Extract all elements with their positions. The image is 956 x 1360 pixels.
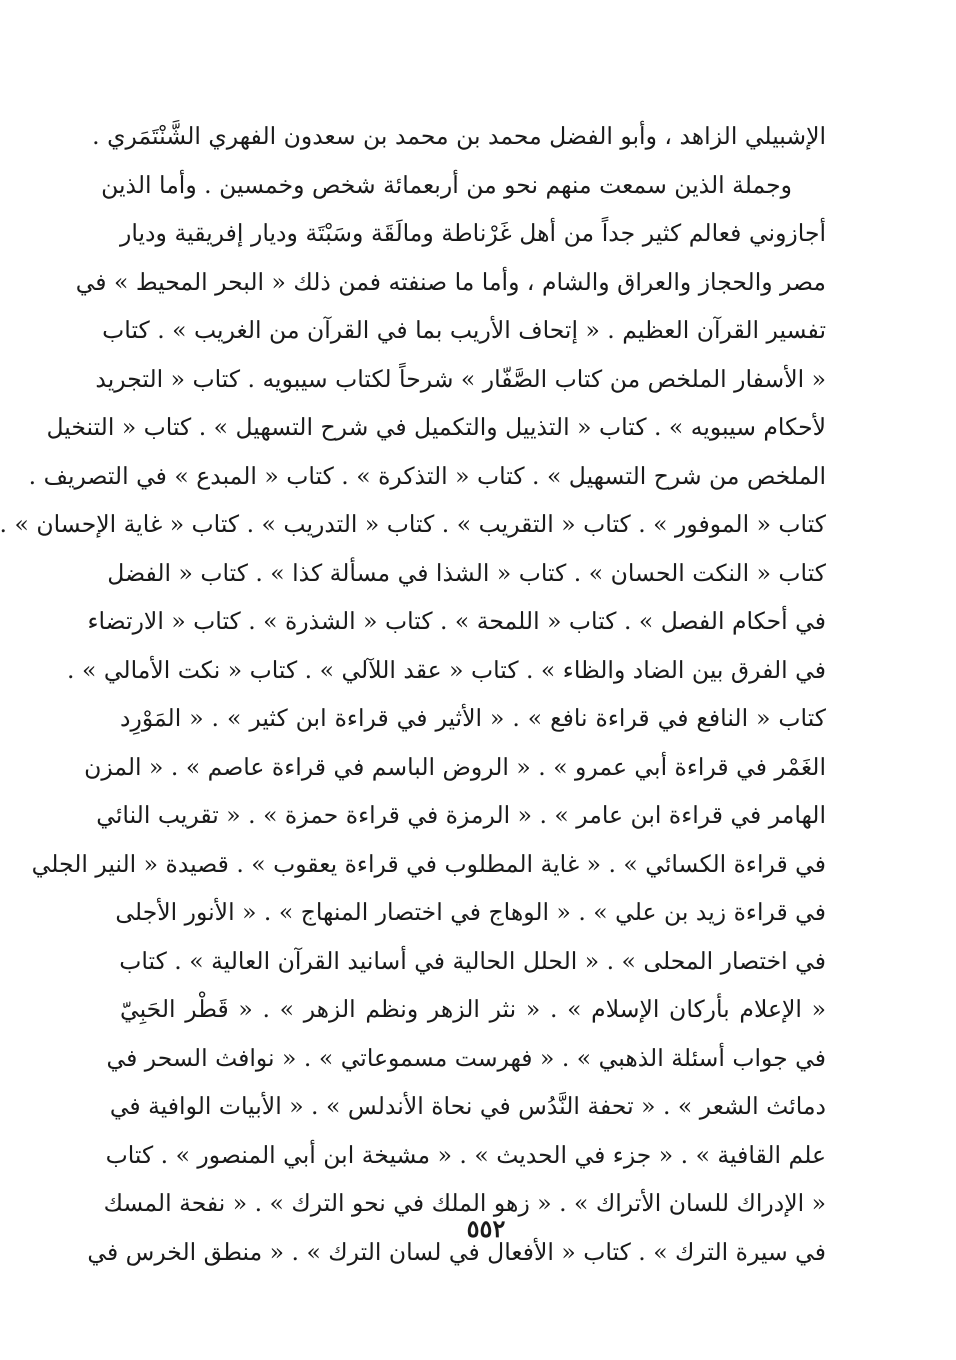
text-line: كتاب « الموفور » . كتاب « التقريب » . كتاب « التدريب » . كتاب « غاية الإحسان » . (0, 510, 826, 538)
text-line: تفسير القرآن العظيم . « إتحاف الأريب بما في القرآن من الغريب » . كتاب (102, 316, 826, 344)
text-line: « الإعلام بأركان الإسلام » . « نثر الزهر ونظم الزهر » . « قَطْر الحَبِيّ (120, 995, 826, 1023)
text-line: في قراءة زيد بن علي » . « الوهاج في اختصار المنهاج » . « الأنور الأجلى (115, 898, 826, 926)
text-line: في اختصار المحلى » . « الحلل الحالية في أسانيد القرآن العالية » . كتاب (119, 946, 826, 975)
body-text (0, 112, 826, 1276)
text-line: الإشبيلي الزاهد ، وأبو الفضل محمد بن محمد بن سعدون الفهري الشَّنْتَمَري . (92, 122, 826, 150)
text-line: في جواب أسئلة الذهبي » . « فهرست مسموعاتي » . « نوافث السحر في (106, 1043, 826, 1072)
text-line: وجملة الذين سمعت منهم نحو من أربعمائة شخص وخمسين . وأما الذين (101, 170, 792, 199)
text-line: « الأسفار الملخص من كتاب الصَّفّار » شرحاً لكتاب سيبويه . كتاب « التجريد (95, 364, 826, 393)
text-line: لأحكام سيبويه » . كتاب « التذييل والتكميل في شرح التسهيل » . كتاب « التنخيل (46, 413, 826, 441)
text-line: في الفرق بين الضاد والظاء » . كتاب « عقد اللآلي » . كتاب « نكت الأمالي » . (67, 655, 826, 684)
text-line: دمائث الشعر » . « تحفة النَّدُس في نحاة الأندلس » . « الأبيات الوافية في (109, 1092, 826, 1120)
text-line: في قراءة الكسائي » . « غاية المطلوب في قراءة يعقوب » . قصيدة « النير الجلي (31, 849, 826, 878)
text-line: علم القافية » . « جزء في الحديث » . « مشيخة ابن أبي المنصور » . كتاب (105, 1140, 826, 1169)
page-number: ٥٥٢ (466, 1214, 506, 1243)
text-line: أجازوني فعالم كثير جداً من أهل غَرْناطة ومالَقَة وسَبْتَة وديار إفريقية وديار (120, 219, 826, 247)
text-line: الغَمْر في قراءة أبي عمرو » . « الروض الباسم في قراءة عاصم » . « المزن (84, 752, 826, 781)
text-line: كتاب « النكت الحسان » . كتاب « الشذا في مسألة كذا » . كتاب « الفضل (107, 558, 826, 587)
text-line: مصر والحجاز والعراق والشام ، وأما ما صنفته فمن ذلك « البحر المحيط » في (75, 267, 826, 296)
text-line: الملخص من شرح التسهيل » . كتاب « التذكرة » . كتاب « المبدع » في التصريف . (28, 461, 826, 490)
text-line: في سيرة الترك » . كتاب « الأفعال في لسان الترك » . « منطق الخرس في (87, 1237, 826, 1266)
text-line: في أحكام الفصل » . كتاب « اللمحة » . كتاب « الشذرة » . كتاب « الارتضاء (87, 607, 826, 635)
text-line: الهامر في قراءة ابن عامر » . « الرمزة في قراءة حمزة » . « تقريب النائي (96, 801, 826, 829)
text-line: كتاب « النافع في قراءة نافع » . « الأثير في قراءة ابن كثير » . « المَوْرِد (120, 704, 826, 732)
text-line: « الإدراك للسان الأتراك » . « زهو الملك في نحو الترك » . « نفحة المسك (103, 1189, 826, 1217)
